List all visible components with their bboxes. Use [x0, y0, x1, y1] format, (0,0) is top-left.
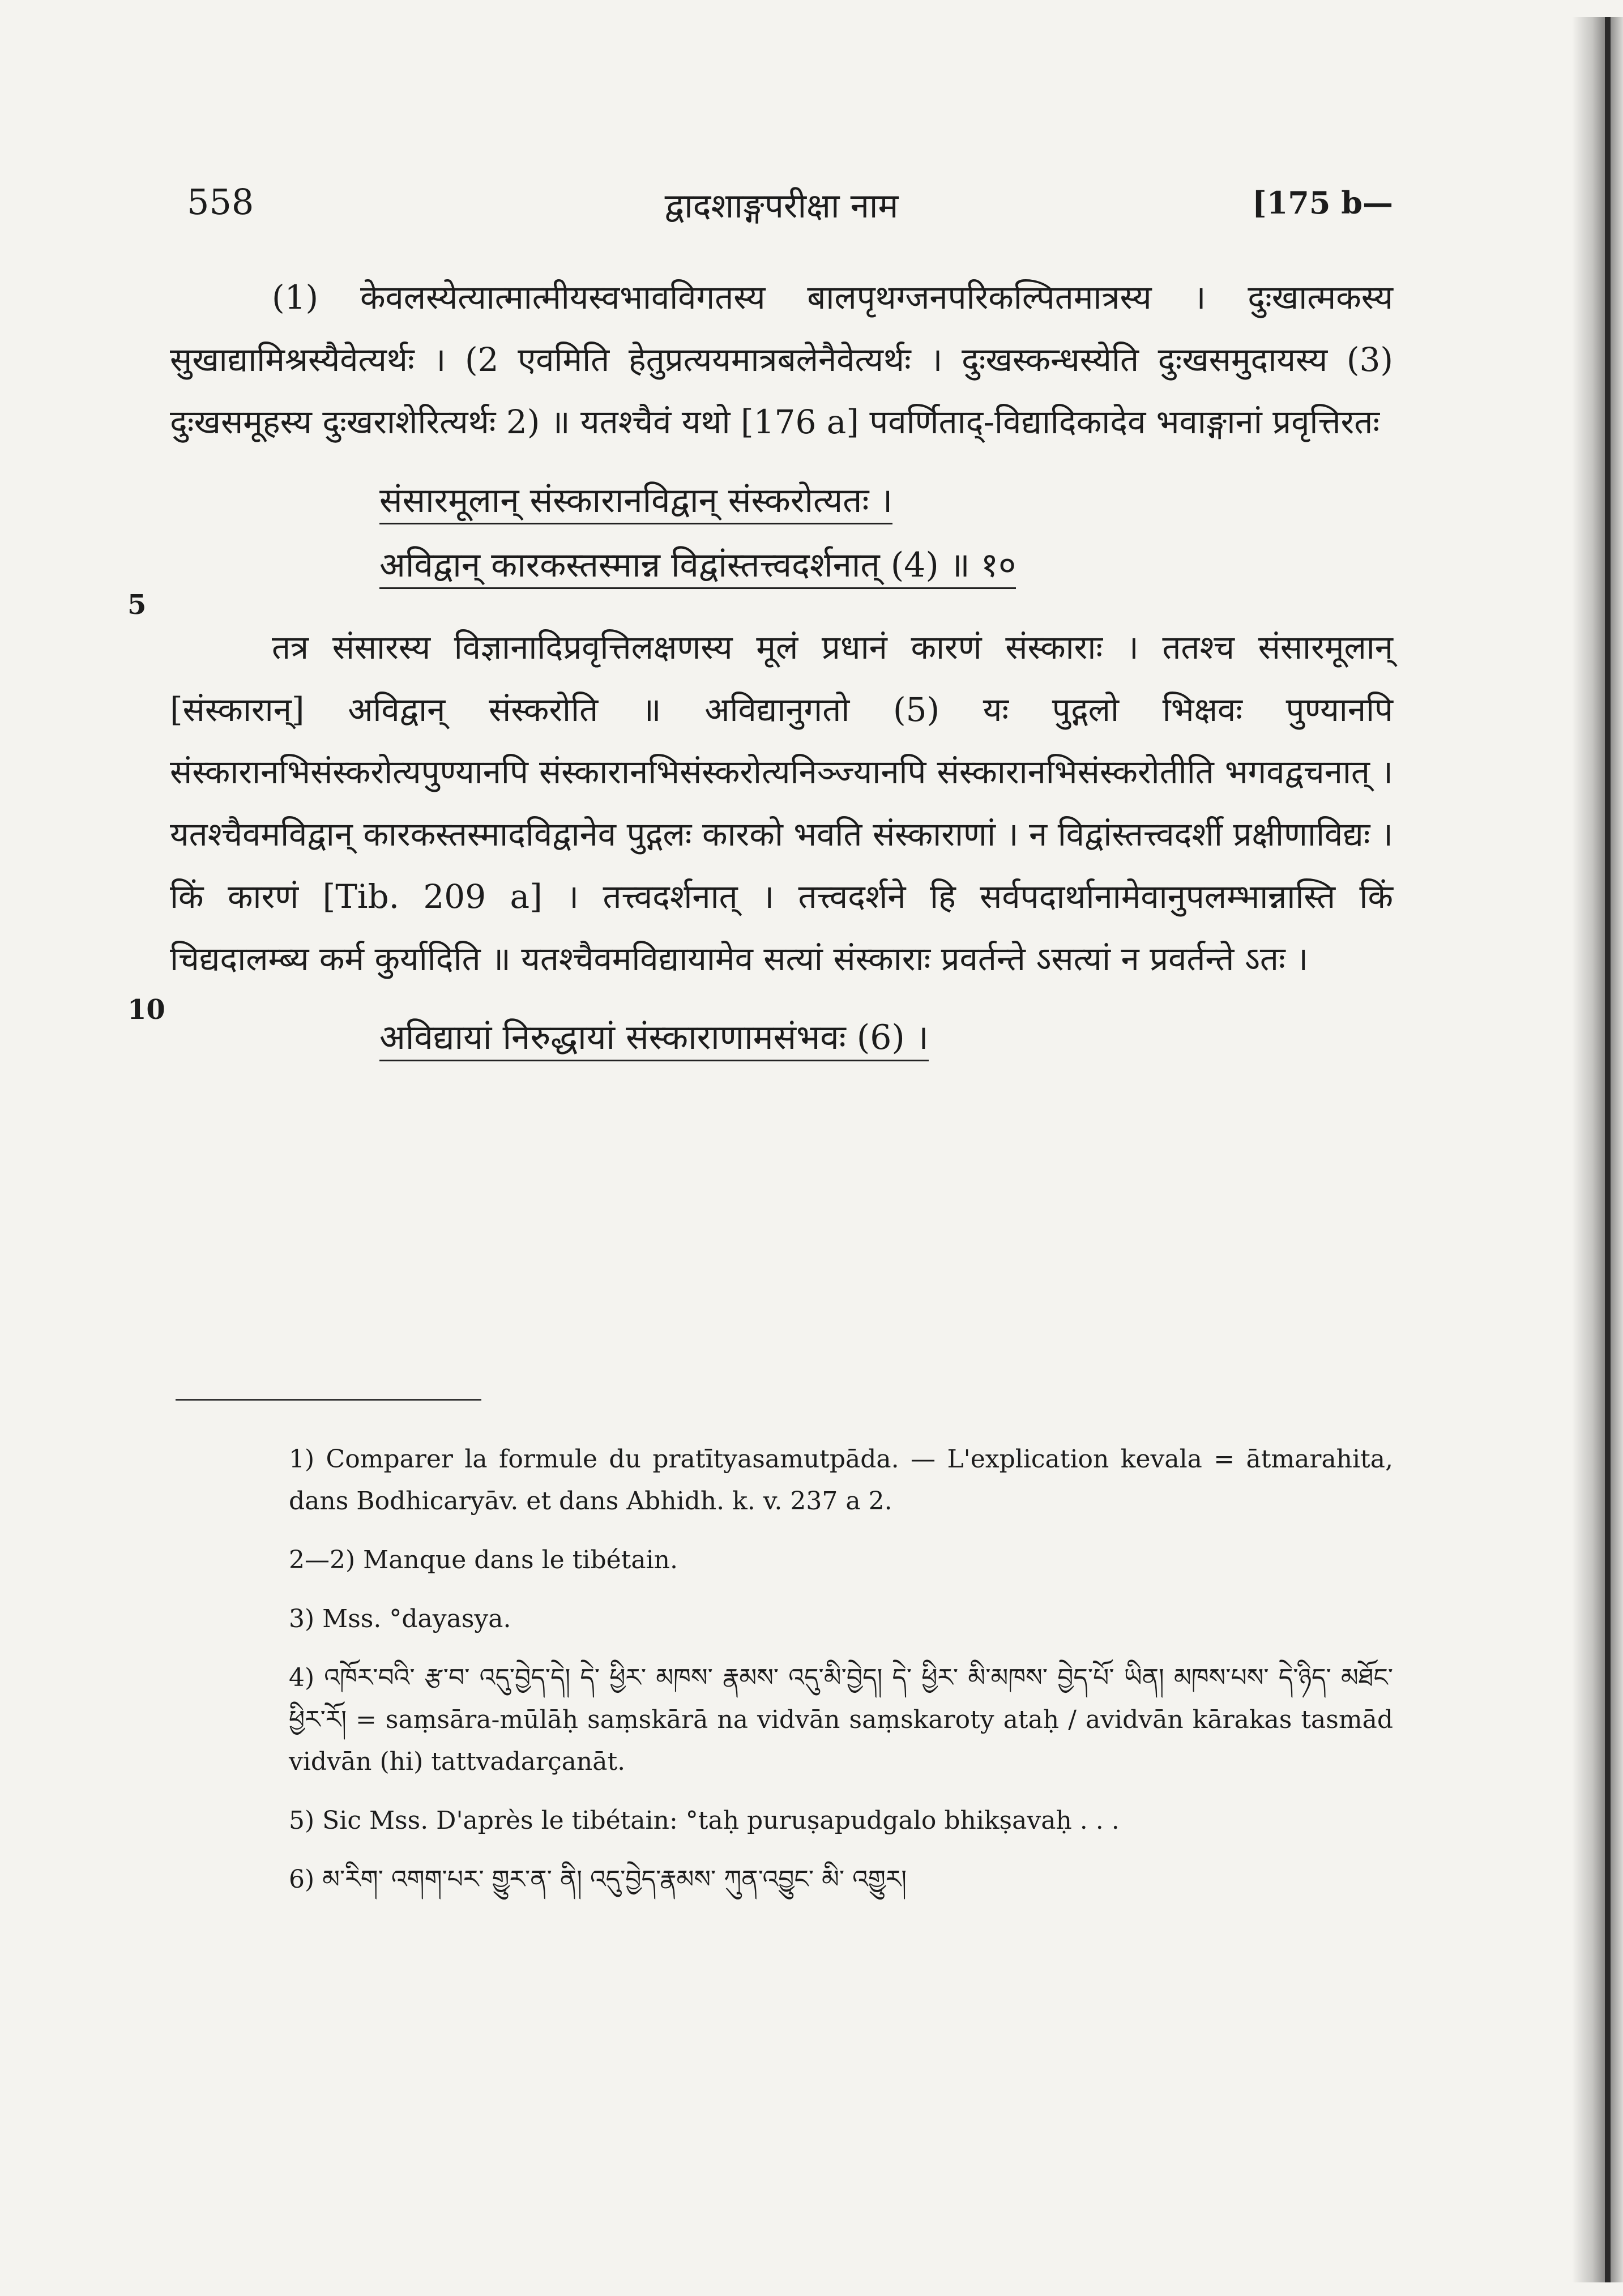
verse-text: संसारमूलान् संस्कारानविद्वान् संस्करोत्यतः ।: [379, 481, 892, 524]
page-number: 558: [187, 181, 254, 223]
scan-edge-shadow: [1572, 17, 1623, 2282]
verse-line-3: [379, 1009, 1393, 1066]
running-title: द्वादशाङ्गपरीक्षा नाम: [664, 186, 899, 226]
main-text: [170, 266, 1393, 1074]
line-number-5: 5: [127, 589, 147, 621]
footnote-divider: [176, 1399, 481, 1401]
footnote-4: 4) འཁོར་བའི་ རྩ་བ་ འདུ་བྱེད་དེ། དེ་ ཕྱིར་ མཁས་ རྣམས་ འདུ་མི་བྱེད། དེ་ ཕྱིར་ མི་མཁས་ བྱེད་པོ་ ཡིན། མཁས་པས་ དེ་ཉིད་ མཐོང་ ཕྱིར་རོ། = saṃsāra-mūlāḥ saṃskārā na vidvān saṃskaroty ataḥ / avidvān kārakas tasmād vidvān (hi) tattvadarçanāt.: [289, 1663, 1393, 1776]
footnote-1: 1) Comparer la formule du pratītyasamutpāda. — L'explication kevala = ātmarahita, dans Bodhicaryāv. et dans Abhidh. k. v. 237 a 2.: [289, 1445, 1393, 1516]
paragraph-commentary-1: (1) केवलस्येत्यात्मात्मीयस्वभावविगतस्य बालपृथग्जनपरिकल्पितमात्रस्य । दुःखात्मकस्य सुखाद्यामिश्रस्यैवेत्यर्थः । (2 एवमिति हेतुप्रत्ययमात्रबलेनैवेत्यर्थः । दुःखस्कन्धस्येति दुःखसमुदायस्य (3) दुःखसमूहस्य दुःखराशेरित्यर्थः 2) ॥ यतश्चैवं यथो [176 a] पवर्णिताद्-विद्यादिकादेव भवाङ्गानां प्रवृत्तिरतः: [170, 278, 1393, 441]
line-number-10: 10: [127, 994, 165, 1026]
verse-line-2: [379, 537, 1393, 594]
page-header: [170, 181, 1393, 238]
verse-text: अविद्वान् कारकस्तस्मान्न विद्वांस्तत्त्वदर्शनात् (4) ॥ १०: [379, 545, 1016, 589]
footnote-3: 3) Mss. °dayasya.: [289, 1604, 511, 1633]
verse-text: अविद्यायां निरुद्धायां संस्काराणामसंभवः (6) ।: [379, 1018, 929, 1061]
paragraph-commentary-2: तत्र संसारस्य विज्ञानादिप्रवृत्तिलक्षणस्य मूलं प्रधानं कारणं संस्काराः । ततश्च संसारमूलान् [संस्कारान्] अविद्वान् संस्करोति ॥ अविद्यानुगतो (5) यः पुद्गलो भिक्षवः पुण्यानपि संस्कारानभिसंस्करोत्यपुण्यानपि संस्कारानभिसंस्करोत्यनिञ्ज्यानपि संस्कारानभिसंस्करोतीति भगवद्वचनात् । यतश्चैवमविद्वान् कारकस्तस्मादविद्वानेव पुद्गलः कारको भवति संस्काराणां । न विद्वांस्तत्त्वदर्शी प्रक्षीणाविद्यः । किं कारणं [Tib. 209 a] । तत्त्वदर्शनात् । तत्त्वदर्शने हि सर्वपदार्थानामेवानुपलम्भान्नास्ति किं चिद्यदालम्ब्य कर्म कुर्यादिति ॥ यतश्चैवमविद्यायामेव सत्यां संस्काराः प्रवर्तन्ते ऽसत्यां न प्रवर्तन्ते ऽतः ।: [170, 628, 1393, 978]
footnotes: [289, 1439, 1393, 1918]
verse-line-1: [379, 472, 1393, 529]
footnote-5: 5) Sic Mss. D'après le tibétain: °taḥ puruṣapudgalo bhikṣavaḥ . . .: [289, 1806, 1120, 1835]
footnote-6: 6) མ་རིག་ འགག་པར་ གྱུར་ན་ ནི། འདུ་བྱེད་རྣམས་ ཀུན་འབྱུང་ མི་ འགྱུར།: [289, 1865, 907, 1894]
folio-reference: [175 b—: [1252, 185, 1393, 221]
footnote-2: 2—2) Manque dans le tibétain.: [289, 1546, 678, 1574]
